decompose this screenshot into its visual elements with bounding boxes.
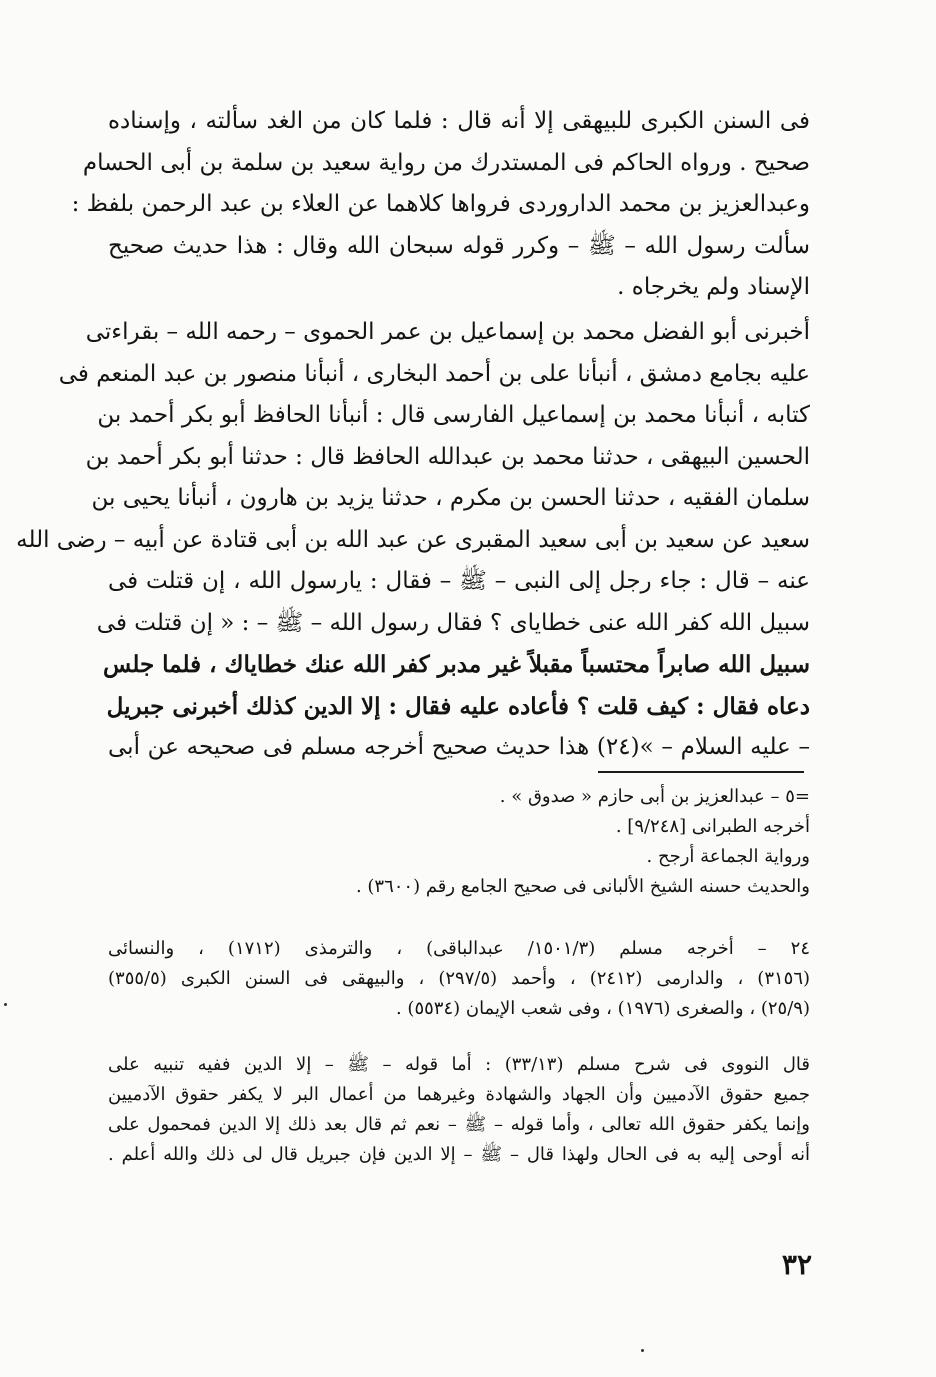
footnote-line: ورواية الجماعة أرجح . [646,846,810,867]
footnote-line: جميع حقوق الآدميين وأن الجهاد والشهادة وغيرهما من أعمال البر لا يكفر حقوق الآدميين [108,1084,810,1105]
text-line: الإسناد ولم يخرجاه . [617,274,810,300]
footnote-5-continuation [108,782,810,902]
footnote-line: وإنما يكفر حقوق الله تعالى ، وأما قوله – ﷺ – نعم ثم قال بعد ذلك إلا الدين فمحمول على [108,1114,810,1135]
text-line: سبيل الله كفر الله عنى خطاياى ؟ فقال رسول الله – ﷺ – : « إن قتلت فى [96,609,810,636]
text-line: كتابه ، أنبأنا محمد بن إسماعيل الفارسى قال : أنبأنا الحافظ أبو بكر أحمد بن [97,402,810,428]
hadith-quote-line: سبيل الله صابراً محتسباً مقبلاً غير مدبر كفر الله عنك خطاياك ، فلما جلس [103,651,810,678]
footnote-24 [108,934,810,1024]
hadith-quote-line: دعاه فقال : كيف قلت ؟ فأعاده عليه فقال : إلا الدين كذلك أخبرنى جبريل [106,692,810,720]
text-line: سألت رسول الله – ﷺ – وكرر قوله سبحان الله وقال : هذا حديث صحيح [108,232,810,259]
text-line: سعيد عن سعيد بن أبى سعيد المقبرى عن عبد الله بن أبى قتادة عن أبيه – رضى الله [16,526,810,553]
text-line: أخبرنى أبو الفضل محمد بن إسماعيل بن عمر الحموى – رحمه الله – بقراءتى [85,319,810,345]
footnote-line: ٢٤ – أخرجه مسلم (١٥٠١/٣/ عبدالباقى) ، والترمذى (١٧١٢) ، والنسائى [108,938,810,959]
footnote-line: =٥ – عبدالعزيز بن أبى حازم « صدوق » . [499,786,810,807]
footnote-nawawi [108,1050,810,1170]
footnote-line: (٣١٥٦) ، والدارمى (٢٤١٢) ، وأحمد (٢٩٧/٥) ، والبيهقى فى السنن الكبرى (٣٥٥/٥) [108,968,811,989]
scan-speck [641,1349,644,1352]
footnote-line: أنه أوحى إليه به فى الحال ولهذا قال – ﷺ – إلا الدين فإن جبريل قال لى ذلك والله أعلم . [108,1144,810,1165]
footnote-line: (٢٥/٩) ، والصغرى (١٩٧٦) ، وفى شعب الإيمان (٥٥٣٤) . [395,998,810,1019]
footnote-line: والحديث حسنه الشيخ الألبانى فى صحيح الجامع رقم (٣٦٠٠) . [355,876,810,897]
scan-speck [4,1003,7,1006]
main-paragraph-2 [16,312,810,769]
page-number: ٣٢ [781,1248,812,1281]
text-line: سلمان الفقيه ، حدثنا الحسن بن مكرم ، حدثنا يزيد بن هارون ، أنبأنا يحيى بن [91,485,810,511]
text-line: الحسين البيهقى ، حدثنا محمد بن عبدالله الحافظ قال : حدثنا أبو بكر أحمد بن [85,443,810,470]
text-line: عليه بجامع دمشق ، أنبأنا على بن أحمد البخارى ، أنبأنا منصور بن عبد المنعم فى [58,360,810,387]
text-line: – عليه السلام – »(٢٤) هذا حديث صحيح أخرجه مسلم فى صحيحه عن أبى [108,734,810,760]
footnote-separator [598,771,804,773]
text-line: عنه – قال : جاء رجل إلى النبى – ﷺ – فقال : يارسول الله ، إن قتلت فى [108,568,810,594]
main-paragraph-1 [71,101,810,309]
footnote-line: أخرجه الطبرانى [٩/٢٤٨] . [615,816,810,837]
text-line: وعبدالعزيز بن محمد الداروردى فرواها كلاهما عن العلاء بن عبد الرحمن بلفظ : [71,191,810,217]
footnote-line: قال النووى فى شرح مسلم (٣٣/١٣) : أما قوله – ﷺ – إلا الدين ففيه تنبيه على [108,1054,810,1075]
text-line: فى السنن الكبرى للبيهقى إلا أنه قال : فلما كان من الغد سألته ، وإسناده [108,108,810,134]
text-line: صحيح . ورواه الحاكم فى المستدرك من رواية سعيد بن سلمة بن أبى الحسام [82,149,810,176]
